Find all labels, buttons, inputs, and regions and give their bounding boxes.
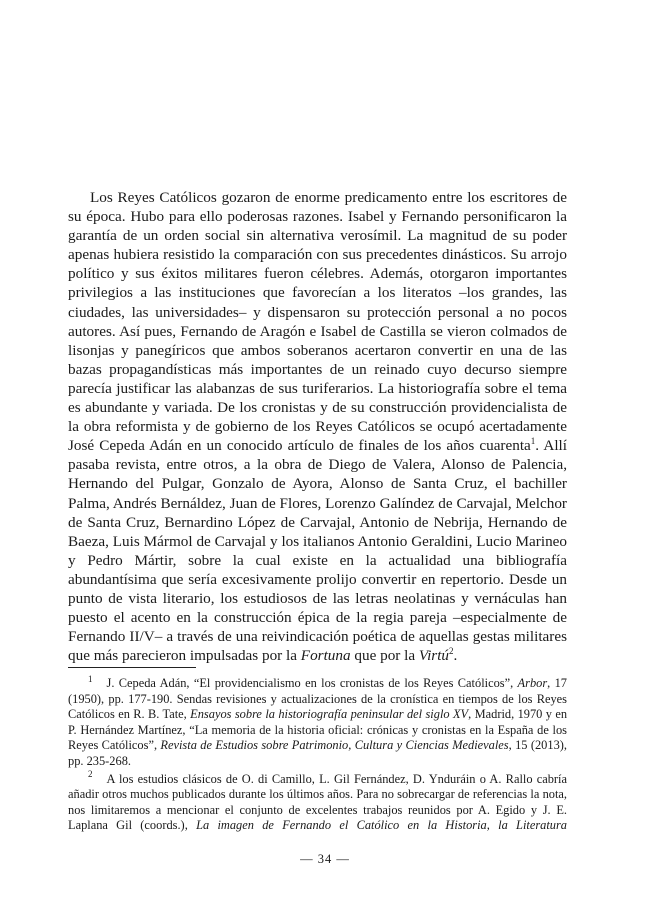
footnote-1-text-c: , Madrid, 1970 y en P. Hernández Martínez, “La memoria de la historia oficial: crónicas y cronistas en la España de los Reyes Católicos”, [68, 707, 568, 753]
paragraph-text-part-3: que por la [350, 647, 419, 665]
footnote-1-text-a: J. Cepeda Adán, “El providencialismo en los cronistas de los Reyes Católicos”, [106, 676, 518, 690]
virtu-term: Virtú [418, 647, 450, 665]
footnote-1 [68, 673, 568, 770]
footnotes-section [68, 673, 568, 836]
footnote-2-book-title: La imagen de Fernando el Católico en la Historia, la Literatura [196, 818, 567, 833]
footnote-1-text-d: , 15 (2013), pp. 235-268. [68, 738, 567, 768]
footnote-number-2: 2 [88, 769, 93, 780]
footnote-1-journal-revista: Revista de Estudios sobre Patrimonio, Cultura y Ciencias Medievales [160, 738, 509, 753]
page-number: — 34 — [300, 852, 350, 866]
paragraph-text-part-2: . Allí pasaba revista, entre otros, a la obra de Diego de Valera, Alonso de Palencia, Hernando del Pulgar, Gonzalo de Ayora, Alonso de Santa Cruz, el bachiller Palma, Andrés Bernáldez, Juan de Flores, Lorenzo Galíndez de Carvajal, Melchor de Santa Cruz, Bernardino López de Carvajal, Antonio de Nebrija, Hernando de Baeza, Luis Mármol de Carvajal y los italianos Antonio Geraldini, Lucio Marineo y Pedro Mártir, sobre la cual existe en la actualidad una bibliografía abundantísima que sería excesivamente prolijo convertir en repertorio. Desde un punto de vista literario, los estudiosos de las letras neolatinas y vernáculas han puesto el acento en la construcción épica de la regia pareja –especialmente de Fernando II/V– a través de una reivindicación poética de aquellas gestas militares que más parecieron impulsadas por la [68, 437, 567, 665]
footnote-number-1: 1 [88, 673, 93, 684]
footnote-2-text-a: A los estudios clásicos de O. di Camillo, L. Gil Fernández, D. Ynduráin o A. Rallo cabría añadir otros muchos publicados durante los últimos años. Para no sobrecargar de referencias la nota, nos limitaremos a mencionar el conjunto de excelentes trabajos reunidos por A. Egido y J. E. Laplana Gil (coords.), [68, 771, 567, 833]
main-paragraph [68, 188, 567, 665]
footnote-reference-1: 1 [530, 436, 536, 447]
footnote-reference-2: 2 [449, 646, 454, 657]
fortuna-term: Fortuna [300, 647, 351, 665]
paragraph-text-part-1: Los Reyes Católicos gozaron de enorme predicamento entre los escritores de su época. Hubo para ello poderosas razones. Isabel y Fernando personificaron la garantía de un orden social sin alternativa verosímil. La magnitud de su poder apenas hubiera resistido la comparación con sus precedentes dinásticos. Su arrojo político y sus éxitos militares fueron célebres. Además, otorgaron importantes privilegios a las instituciones que favorecían a los literatos –los grandes, las ciudades, las universidades– y dispensaron su protección personal a no pocos autores. Así pues, Fernando de Aragón e Isabel de Castilla se vieron colmados de lisonjas y panegíricos que ambos soberanos acertaron convertir en una de las bazas propagandísticas más importantes de un reinado cuyo decurso siempre parecía justificar las alabanzas de sus turiferarios. La historiografía sobre el tema es abundante y variada. De los cronistas y de su construcción providencialista de la obra reformista y de gobierno de los Reyes Católicos se ocupó acertadamente José Cepeda Adán en un conocido artículo de finales de los años cuarenta [68, 189, 567, 455]
footnote-separator [68, 667, 196, 668]
footnote-1-book-title: Ensayos sobre la historiografía peninsular del siglo XV [190, 707, 469, 722]
footnote-1-text-b: , 17 (1950), pp. 177-190. Sendas revisiones y actualizaciones de la cronística en tiempos de los Reyes Católicos en R. B. Tate, [68, 676, 567, 722]
footnote-1-journal-arbor: Arbor [517, 676, 548, 690]
paragraph-end: . [453, 647, 458, 665]
footnote-2 [68, 769, 567, 834]
